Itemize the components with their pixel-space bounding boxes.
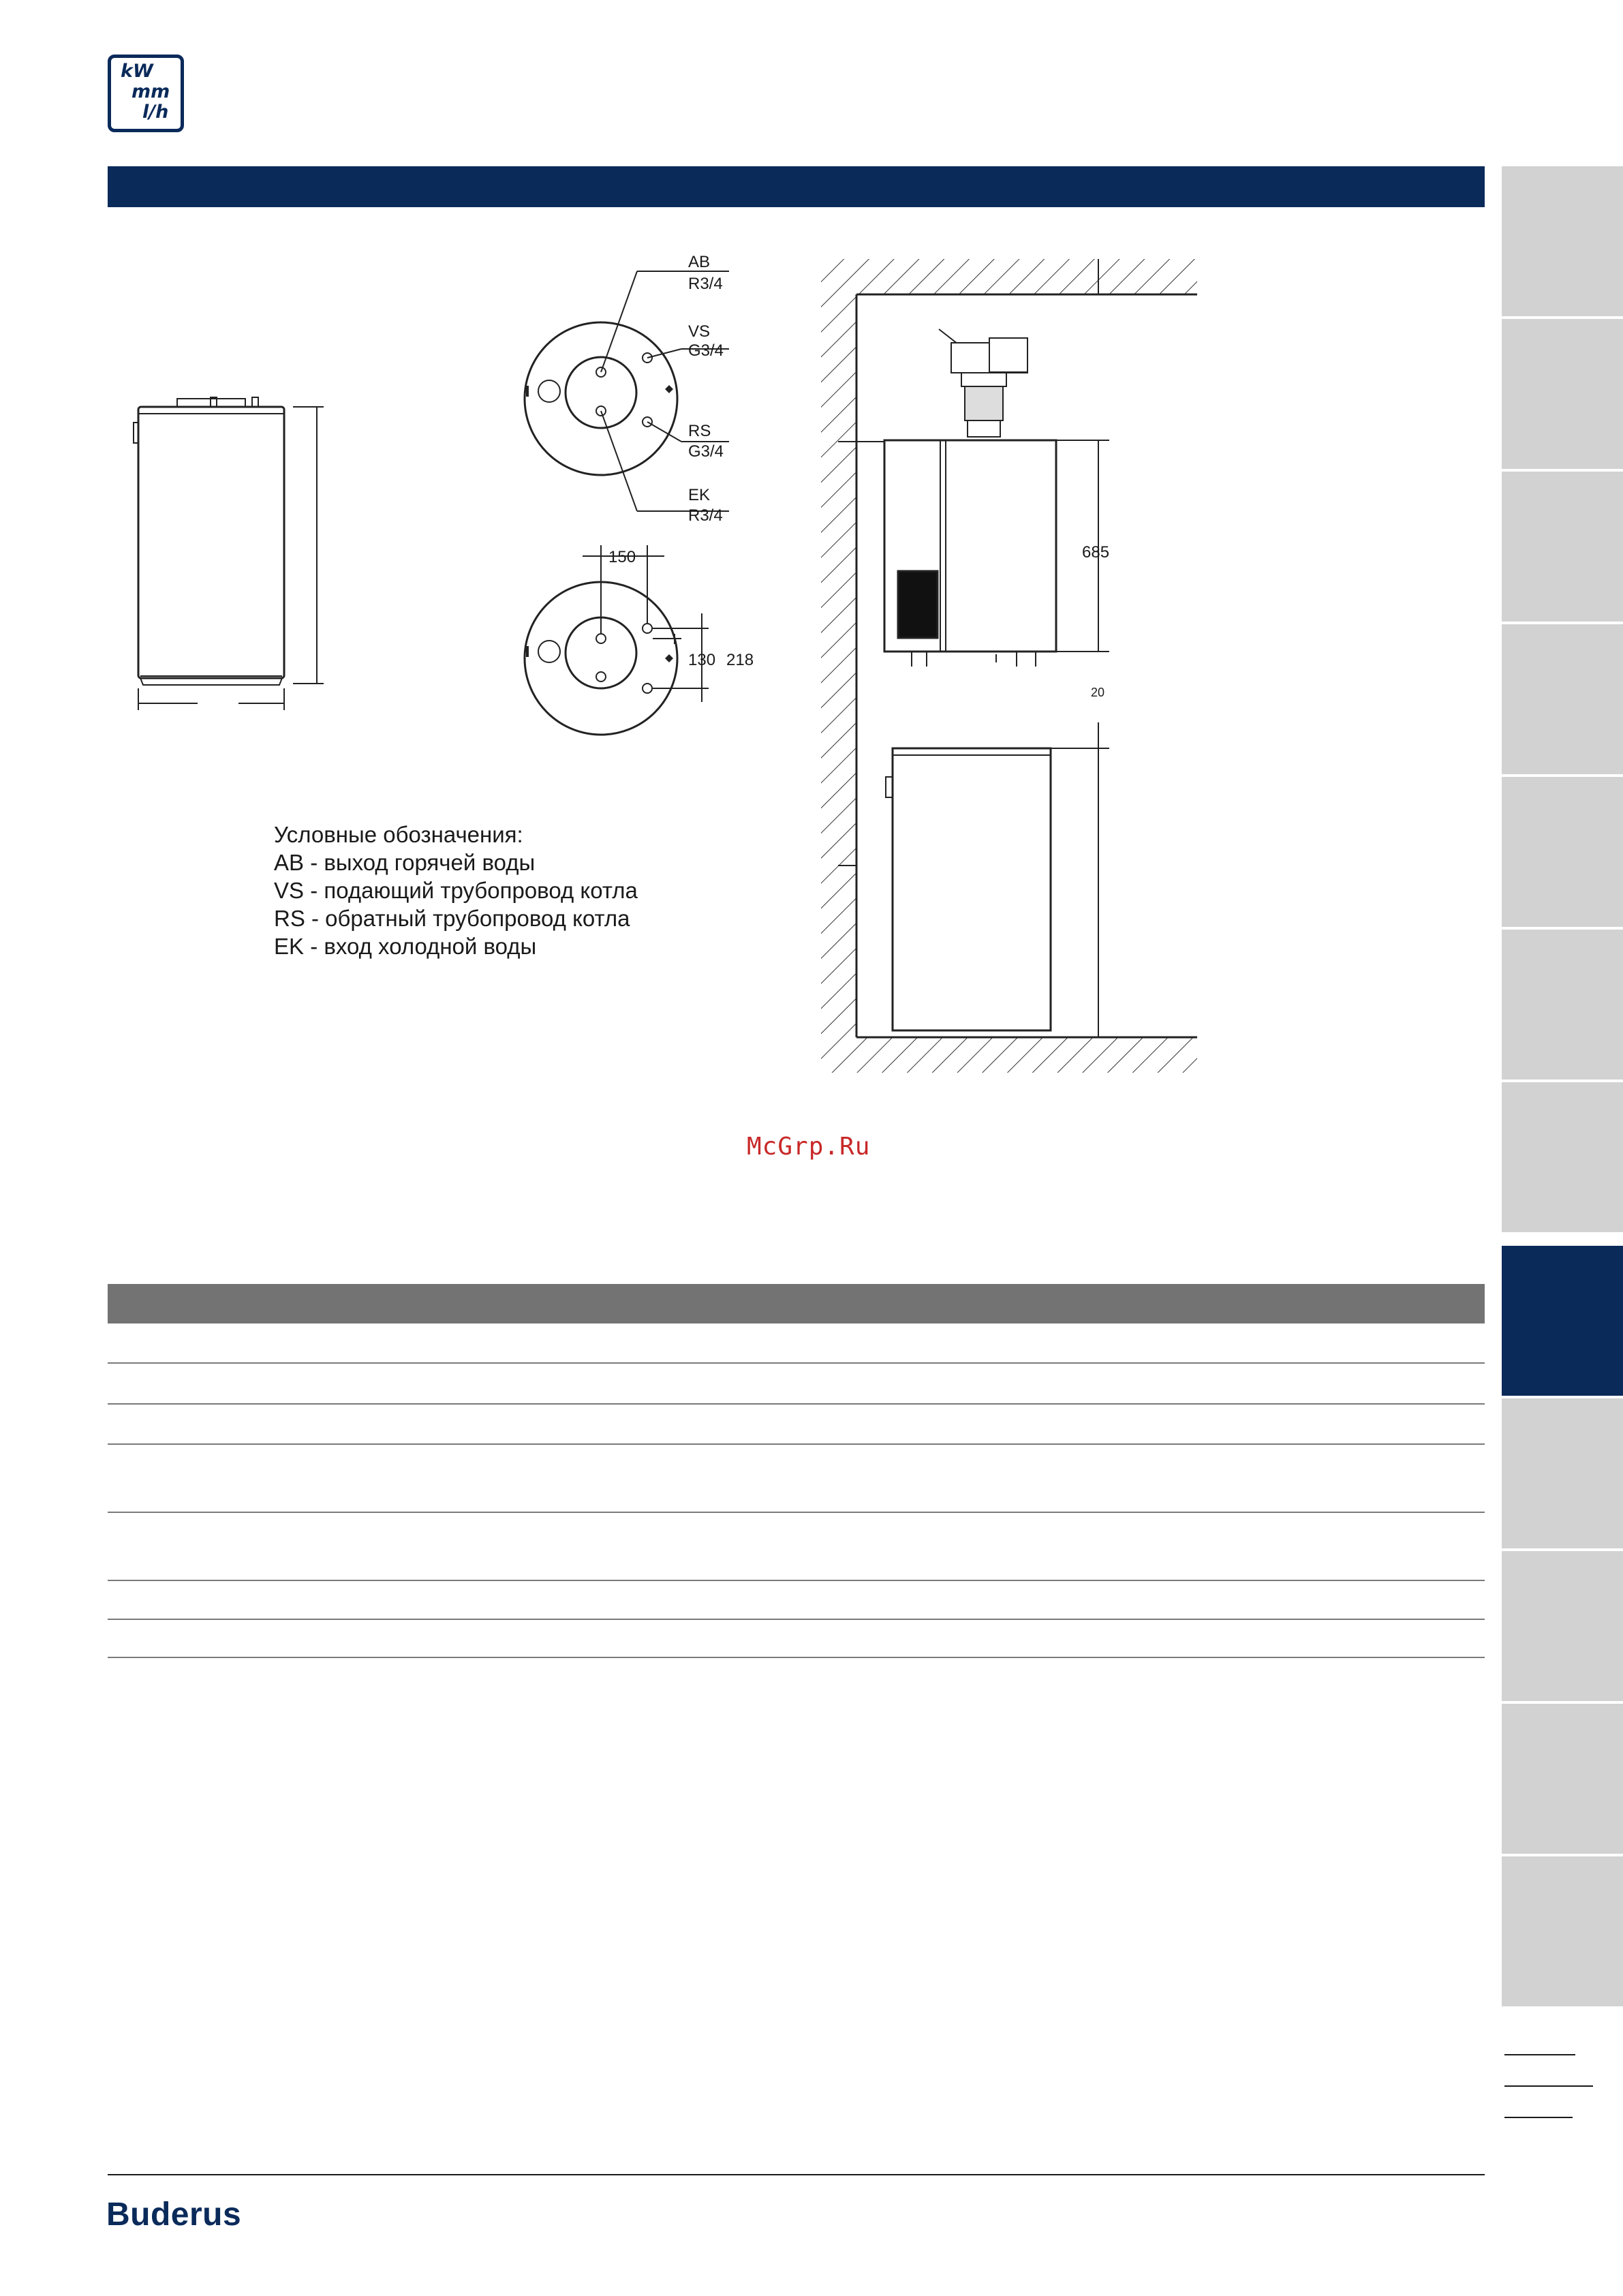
buderus-logo: Buderus <box>106 2196 242 2233</box>
top-view-connections <box>525 271 729 511</box>
dim-130: 130 <box>688 651 716 669</box>
side-tab-8-active[interactable] <box>1502 1246 1623 1396</box>
technical-drawing <box>0 0 1623 1118</box>
label-ab: AB <box>688 253 711 271</box>
dim-20: 20 <box>1091 686 1105 699</box>
dim-150: 150 <box>608 548 636 566</box>
side-tab-12[interactable] <box>1502 1856 1623 2006</box>
side-tab-10[interactable] <box>1502 1551 1623 1701</box>
units-lh: l/h <box>142 102 169 123</box>
dim-685: 685 <box>1082 543 1110 562</box>
units-mm: mm <box>132 81 170 102</box>
table-row <box>108 1512 1485 1513</box>
margin-rule-1 <box>1504 2054 1575 2055</box>
tank-side-view <box>134 397 324 711</box>
table-row <box>108 1657 1485 1658</box>
footer-rule <box>108 2174 1485 2175</box>
label-ek-thread: R3/4 <box>688 506 723 525</box>
table-row <box>108 1619 1485 1620</box>
table-row <box>108 1403 1485 1405</box>
margin-rule-3 <box>1504 2117 1573 2118</box>
legend-item-ab: AB - выход горячей воды <box>274 850 536 875</box>
margin-rule-2 <box>1504 2085 1593 2087</box>
table-row <box>108 1580 1485 1581</box>
top-view-dimensions <box>525 545 709 735</box>
label-ek: EK <box>688 486 711 504</box>
dim-218: 218 <box>726 651 754 669</box>
label-vs: VS <box>688 322 711 341</box>
side-tab-9[interactable] <box>1502 1398 1623 1548</box>
table-row <box>108 1443 1485 1445</box>
table-row <box>108 1362 1485 1364</box>
legend-title: Условные обозначения: <box>274 822 523 847</box>
legend-item-vs: VS - подающий трубопровод котла <box>274 878 638 903</box>
legend-item-rs: RS - обратный трубопровод котла <box>274 906 630 931</box>
side-tab-11[interactable] <box>1502 1704 1623 1854</box>
units-kw: kW <box>121 61 153 82</box>
label-ab-thread: R3/4 <box>688 275 723 293</box>
wall-installation-view <box>821 259 1197 1073</box>
watermark: McGrp.Ru <box>747 1133 871 1161</box>
label-vs-thread: G3/4 <box>688 341 724 360</box>
legend-item-ek: EK - вход холодной воды <box>274 934 537 959</box>
table-header <box>108 1284 1485 1323</box>
label-rs: RS <box>688 422 711 440</box>
label-rs-thread: G3/4 <box>688 442 724 461</box>
